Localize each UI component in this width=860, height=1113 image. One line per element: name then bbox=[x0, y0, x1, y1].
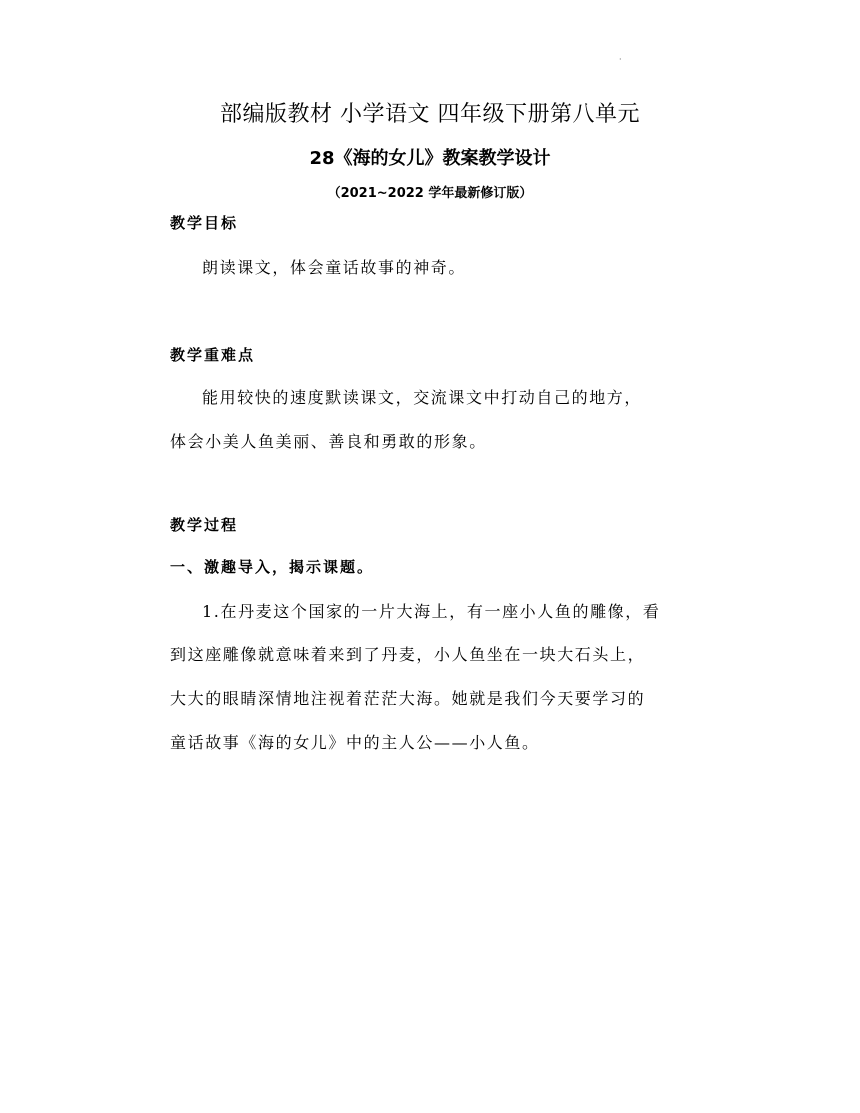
process-line: 1.在丹麦这个国家的一片大海上，有一座小人鱼的雕像，看 bbox=[202, 602, 661, 621]
section-heading-process: 教学过程 bbox=[170, 516, 239, 534]
process-line: 童话故事《海的女儿》中的主人公——小人鱼。 bbox=[170, 733, 540, 752]
lesson-title: 28《海的女儿》教案教学设计 bbox=[309, 148, 551, 169]
difficulties-line: 能用较快的速度默读课文，交流课文中打动自己的地方， bbox=[202, 388, 643, 407]
edition-note: （2021~2022 学年最新修订版） bbox=[327, 186, 533, 201]
section-heading-difficulties: 教学重难点 bbox=[170, 346, 256, 364]
document-title: 部编版教材 小学语文 四年级下册第八单元 bbox=[220, 102, 640, 127]
process-line: 大大的眼睛深情地注视着茫茫大海。她就是我们今天要学习的 bbox=[170, 689, 646, 708]
page-marker: · bbox=[619, 55, 622, 64]
difficulties-line: 体会小美人鱼美丽、善良和勇敢的形象。 bbox=[170, 432, 487, 451]
goals-line: 朗读课文，体会童话故事的神奇。 bbox=[202, 258, 467, 277]
step-heading: 一、激趣导入，揭示课题。 bbox=[170, 558, 375, 576]
section-heading-goals: 教学目标 bbox=[170, 214, 239, 232]
process-line: 到这座雕像就意味着来到了丹麦，小人鱼坐在一块大石头上， bbox=[170, 645, 646, 664]
